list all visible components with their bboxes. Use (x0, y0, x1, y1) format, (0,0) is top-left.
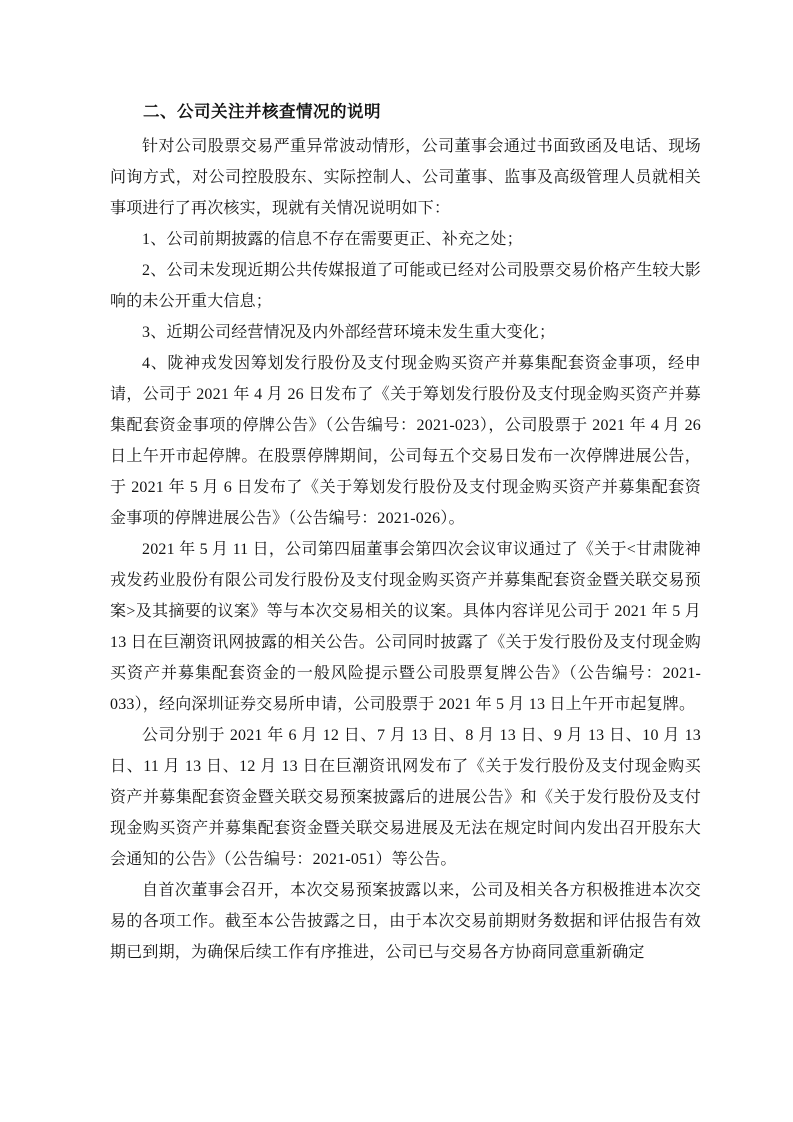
paragraph-item-1: 1、公司前期披露的信息不存在需要更正、补充之处； (142, 231, 523, 248)
paragraph-item-4: 4、陇神戎发因筹划发行股份及支付现金购买资产并募集配套资金事项，经申请，公司于 2021 年 4 月 26 日发布了《关于筹划发行股份及支付现金购买资产并募集配套资金事项的停牌公告》（公告编号：2021-023），公司股票于 2021 年 4 月 26 日上午开市起停牌。在股票停牌期间，公司每五个交易日发布一次停牌进展公告，于 2021 年 5 月 6 日发布了《关于筹划发行股份及支付现金购买资产并募集配套资金事项的停牌进展公告》（公告编号：2021-026）。 (110, 355, 701, 527)
paragraph-item-3: 3、近期公司经营情况及内外部经营环境未发生重大变化； (142, 324, 556, 341)
section-heading: 二、公司关注并核查情况的说明 (143, 102, 381, 121)
document-body (110, 96, 701, 968)
paragraph-board-meeting: 2021 年 5 月 11 日，公司第四届董事会第四次会议审议通过了《关于<甘肃陇神戎发药业股份有限公司发行股份及支付现金购买资产并募集配套资金暨关联交易预案>及其摘要的议案》等与本次交易相关的议案。具体内容详见公司于 2021 年 5 月 13 日在巨潮资讯网披露的相关公告。公司同时披露了《关于发行股份及支付现金购买资产并募集配套资金的一般风险提示暨公司股票复牌公告》（公告编号：2021-033），经向深圳证券交易所申请，公司股票于 2021 年 5 月 13 日上午开市起复牌。 (110, 541, 701, 713)
paragraph-item-2: 2、公司未发现近期公共传媒报道了可能或已经对公司股票交易价格产生较大影响的未公开重大信息； (110, 262, 702, 310)
paragraph-intro: 针对公司股票交易严重异常波动情形，公司董事会通过书面致函及电话、现场问询方式，对公司控股股东、实际控制人、公司董事、监事及高级管理人员就相关事项进行了再次核实，现就有关情况说明如下： (110, 138, 701, 217)
paragraph-transaction-status: 自首次董事会召开，本次交易预案披露以来，公司及相关各方积极推进本次交易的各项工作。截至本公告披露之日，由于本次交易前期财务数据和评估报告有效期已到期，为确保后续工作有序推进，公司已与交易各方协商同意重新确定 (110, 882, 701, 961)
paragraph-progress-announcements: 公司分别于 2021 年 6 月 12 日、7 月 13 日、8 月 13 日、9 月 13 日、10 月 13 日、11 月 13 日、12 月 13 日在巨潮资讯网发布了《关于发行股份及支付现金购买资产并募集配套资金暨关联交易预案披露后的进展公告》和《关于发行股份及支付现金购买资产并募集配套资金暨关联交易进展及无法在规定时间内发出召开股东大会通知的公告》（公告编号：2021-051）等公告。 (110, 727, 701, 868)
